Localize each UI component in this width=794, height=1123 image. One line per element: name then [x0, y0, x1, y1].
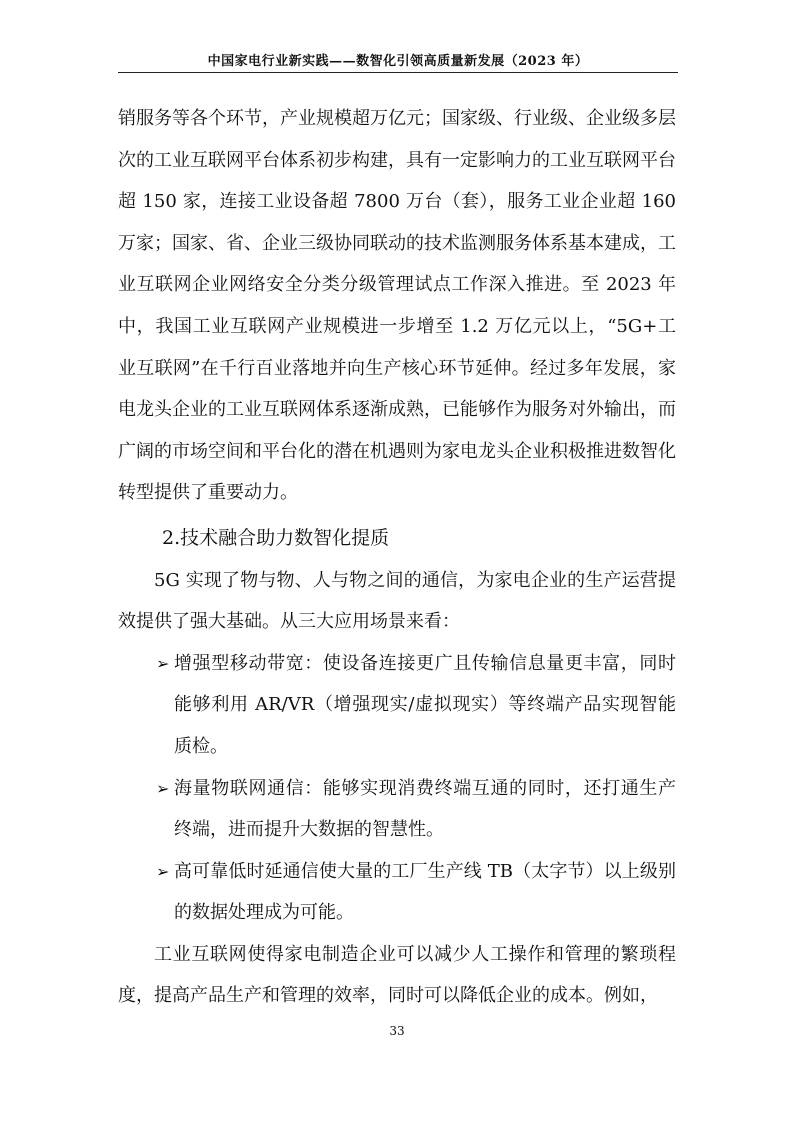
arrow-bullet-icon: ➢ [156, 861, 170, 881]
bullet-item-mmtc [118, 768, 676, 851]
bullet-item-embb [118, 643, 676, 768]
bullet-item-urllc [118, 851, 676, 934]
page-body [118, 98, 676, 1017]
page-number: 33 [389, 1024, 405, 1038]
header-divider [118, 72, 678, 73]
bullet-text: 海量物联网通信：能够实现消费终端互通的同时，还打通生产终端，进而提升大数据的智慧性。 [174, 777, 676, 841]
paragraph-5g-intro: 5G 实现了物与物、人与物之间的通信，为家电企业的生产运营提效提供了强大基础。从三大应用场景来看： [118, 569, 676, 633]
paragraph-continued: 销服务等各个环节，产业规模超万亿元；国家级、行业级、企业级多层次的工业互联网平台体系初步构建，具有一定影响力的工业互联网平台超 150 家，连接工业设备超 7800 万台（套），服务工业企业超 160 万家；国家、省、企业三级协同联动的技术监测服务体系基本建成，工业互联网企业网络安全分类分级管理试点工作深入推进。至 2023 年中，我国工业互联网产业规模进一步增至 1.2 万亿元以上，“5G+工业互联网”在千行百业落地并向生产核心环节延伸。经过多年发展，家电龙头企业的工业互联网体系逐渐成熟，已能够作为服务对外输出，而广阔的市场空间和平台化的潜在机遇则为家电龙头企业积极推进数智化转型提供了重要动力。 [118, 108, 676, 504]
bullet-text: 高可靠低时延通信使大量的工厂生产线 TB（太字节）以上级别的数据处理成为可能。 [174, 860, 676, 924]
section-heading: 2.技术融合助力数智化提质 [162, 526, 390, 549]
arrow-bullet-icon: ➢ [156, 778, 170, 798]
running-header: 中国家电行业新实践——数智化引领高质量新发展（2023 年） [207, 54, 589, 69]
arrow-bullet-icon: ➢ [156, 653, 170, 673]
paragraph-industrial-internet: 工业互联网使得家电制造企业可以减少人工操作和管理的繁琐程度，提高产品生产和管理的效率，同时可以降低企业的成本。例如， [118, 943, 676, 1007]
bullet-text: 增强型移动带宽：使设备连接更广且传输信息量更丰富，同时能够利用 AR/VR（增强现实/虚拟现实）等终端产品实现智能质检。 [174, 652, 676, 757]
